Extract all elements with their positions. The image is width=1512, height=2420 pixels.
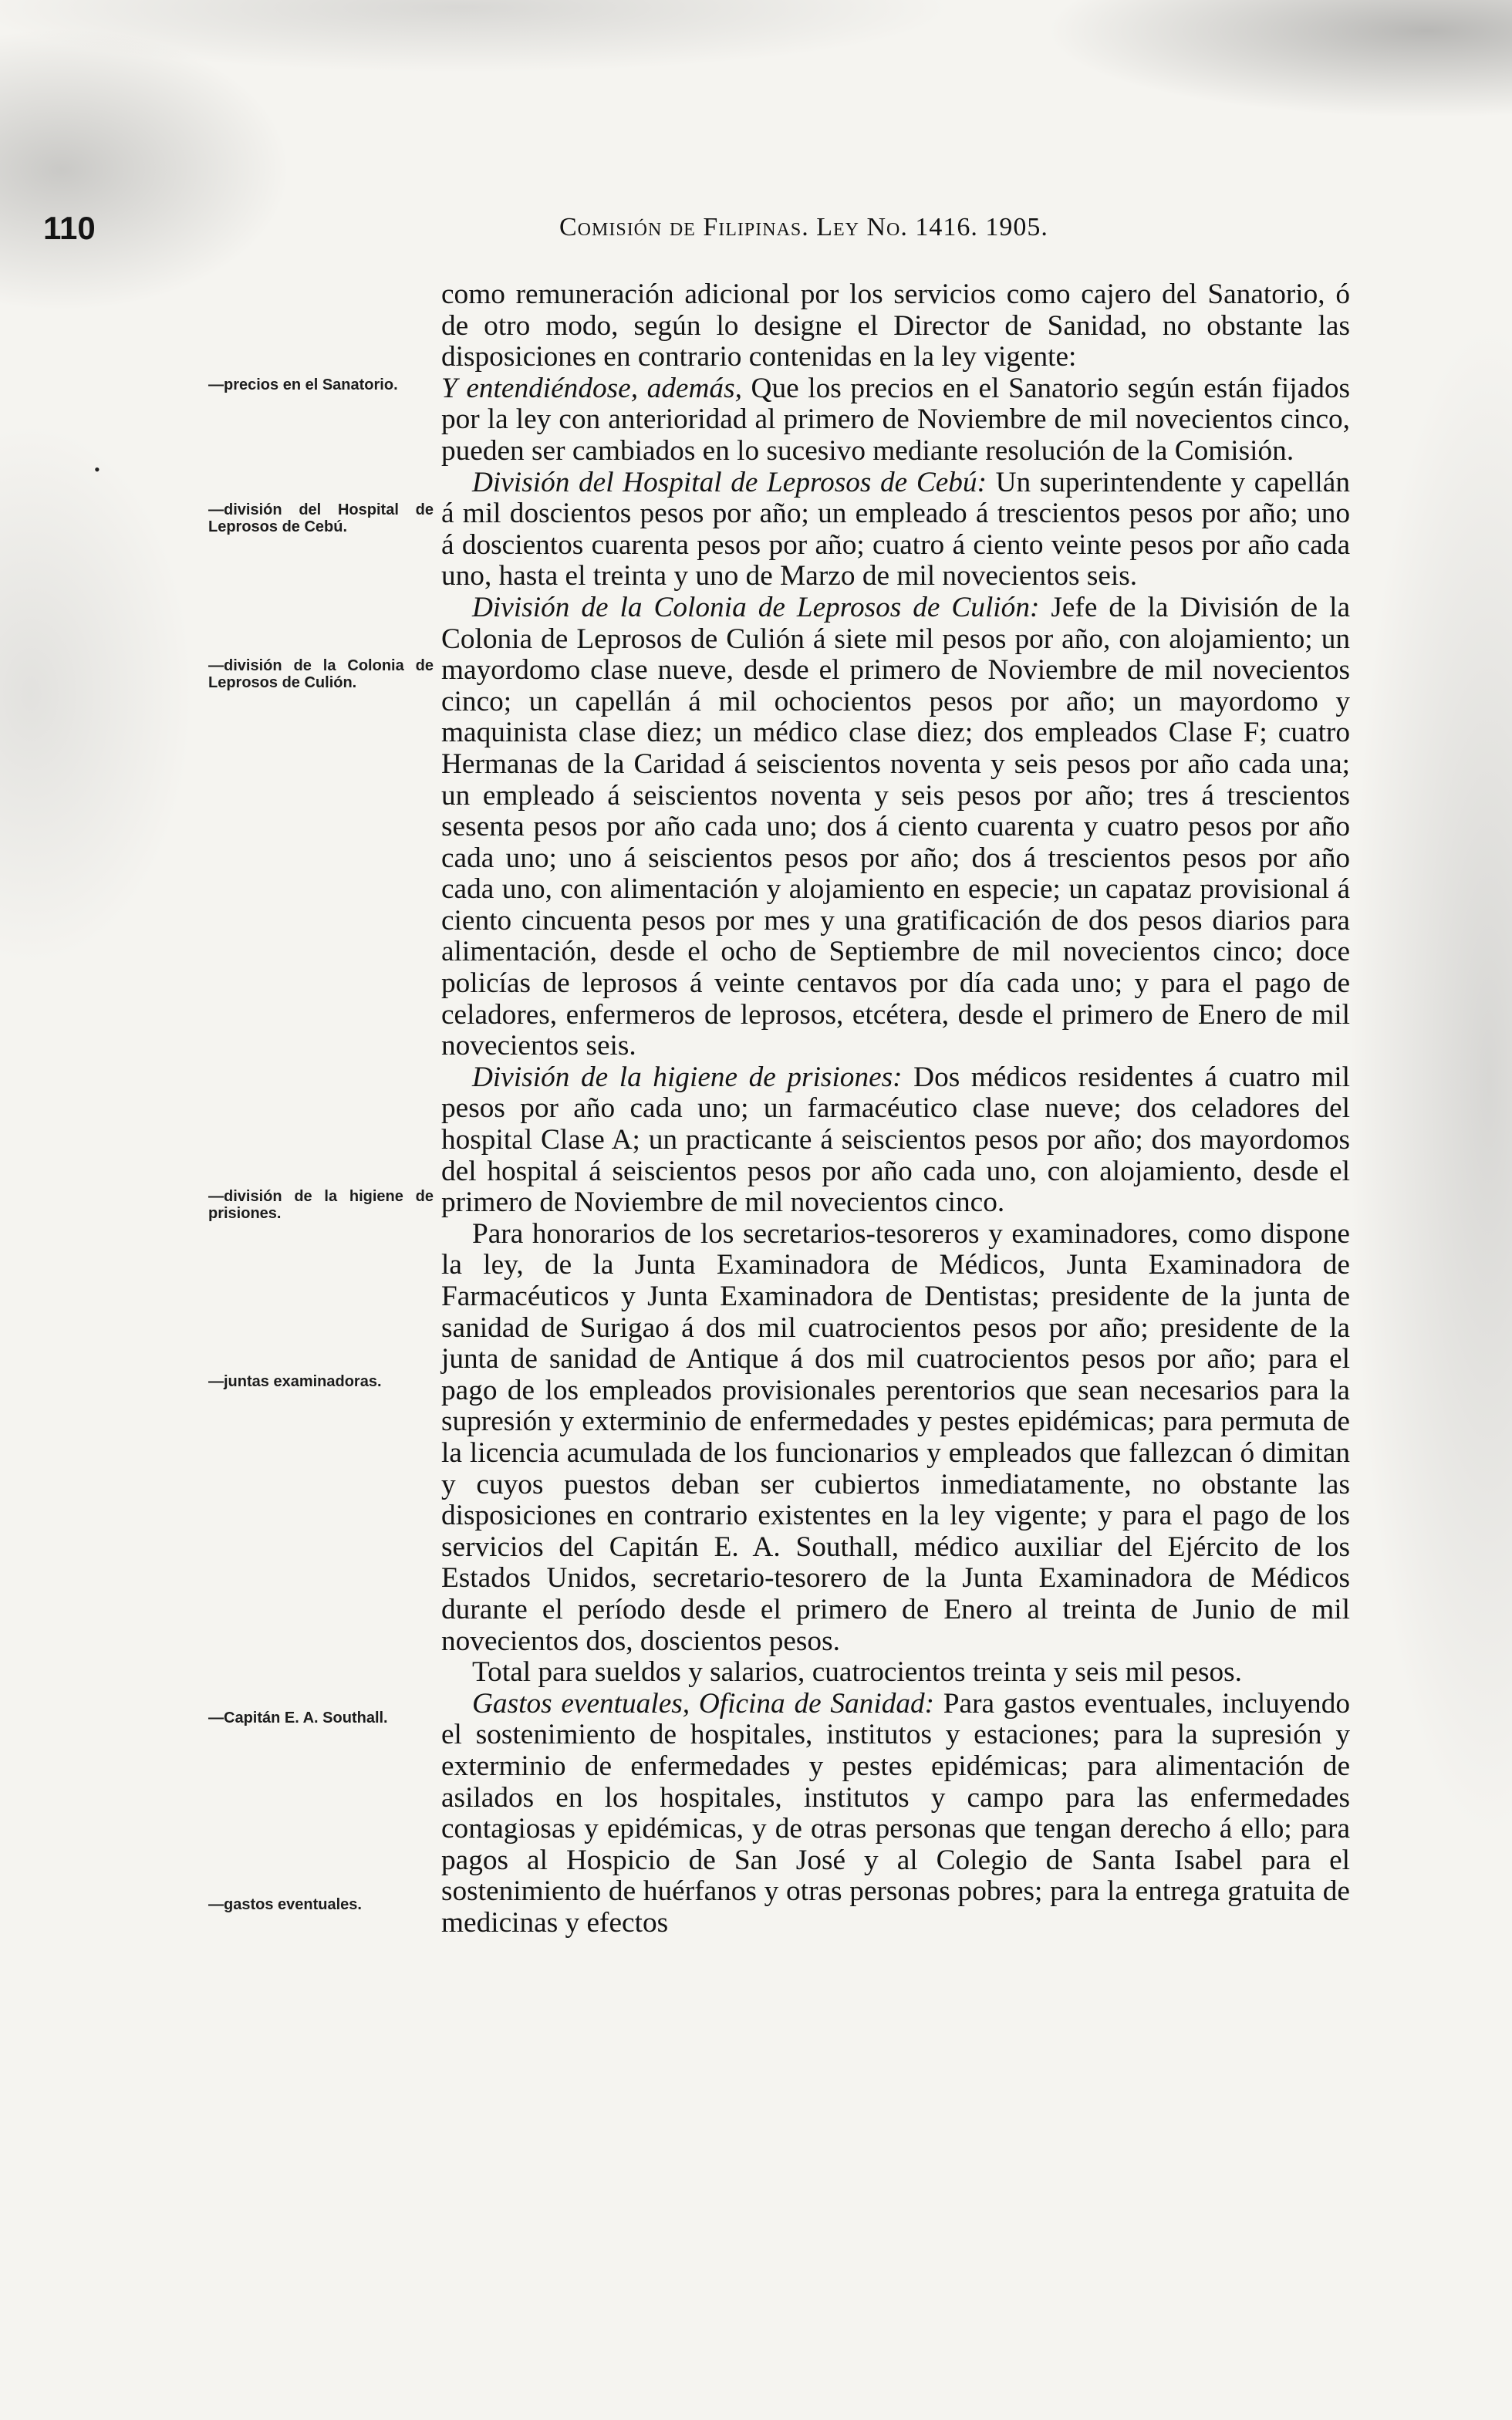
margin-note-capitan-southall: —Capitán E. A. Southall.: [208, 1710, 388, 1726]
body-text: [441, 279, 1350, 1939]
margin-note-gastos-eventuales: —gastos eventuales.: [208, 1896, 362, 1913]
paragraph-lead: Gastos eventuales, Oficina de Sanidad:: [472, 1687, 935, 1720]
margin-note-precios: —precios en el Sanatorio.: [208, 376, 398, 393]
running-title: Comisión de Filipinas. Ley No. 1416. 1905.: [559, 213, 1048, 241]
paragraph-text: Para honorarios de los secretarios-tesoreros y examinadores, como dispone la ley, de la Junta Examinadora de Médicos, Junta Examinadora de Farmacéuticos y Junta Examinadora de Dentistas; presidente de la junta de sanidad de Surigao á dos mil cuatrocientos pesos por año; presidente de la junta de sanidad de Antique á dos mil cuatrocientos pesos por año; para el pago de los empleados provisionales perentorios que sean necesarios para la supresión y exterminio de enfermedades y pestes epidémicas; para permuta de la licencia acumulada de los funcionarios y empleados que fallezcan ó dimitan y cuyos puestos deban ser cubiertos inmediatamente, no obstante las disposiciones en contrario existentes en la ley vigente; y para el pago de los servicios del Capitán E. A. Southall, médico auxiliar del Ejército de los Estados Unidos, secretario-tesorero de la Junta Examinadora de Médicos durante el período desde el primero de Enero al treinta de Junio de mil novecientos dos, doscientos pesos.: [441, 1217, 1350, 1657]
paragraph-text: Para gastos eventuales, incluyendo el sostenimiento de hospitales, institutos y estaciones; para la supresión y exterminio de enfermedades y pestes epidémicas; para alimentación de asilados en los hospitales, institutos y campo para las enfermedades contagiosas y epidémicas, y de otras personas que tengan derecho á ello; para pagos al Hospicio de San José y al Colegio de Santa Isabel para el sostenimiento de huérfanos y otras personas pobres; para la entrega gratuita de medicinas y efectos: [441, 1687, 1350, 1939]
page-header: [0, 210, 1512, 248]
margin-note-colonia-culion: —división de la Colonia de Leprosos de Culión.: [208, 657, 434, 691]
paragraph: [441, 1657, 1350, 1689]
paragraph-lead: División de la Colonia de Leprosos de Culión:: [472, 591, 1040, 623]
paragraph: [441, 592, 1350, 1062]
paragraph: [441, 1219, 1350, 1657]
paragraph-lead: Y entendiéndose, además,: [441, 372, 742, 404]
paragraph-text: Total para sueldos y salarios, cuatrocientos treinta y seis mil pesos.: [472, 1656, 1242, 1689]
margin-note-juntas-examinadoras: —juntas examinadoras.: [208, 1373, 382, 1390]
paragraph-lead: División del Hospital de Leprosos de Cebú:: [472, 466, 987, 498]
margin-note-hospital-cebu: —división del Hospital de Leprosos de Cebú.: [208, 501, 434, 535]
paragraph-text: Dos médicos residentes á cuatro mil pesos por año cada uno; un farmacéutico clase nueve; dos celadores del hospital Clase A; un practicante á seiscientos pesos por año; dos mayordomos del hospital á seiscientos pesos por año cada uno, con alojamiento, desde el primero de Noviembre de mil novecientos cinco.: [441, 1061, 1351, 1219]
paragraph-text: como remuneración adicional por los servicios como cajero del Sanatorio, ó de otro modo, según lo designe el Director de Sanidad, no obstante las disposiciones en contrario contenidas en la ley vigente:: [441, 278, 1350, 373]
paragraph-lead: División de la higiene de prisiones:: [472, 1061, 903, 1093]
paragraph: [441, 1689, 1350, 1939]
paragraph-text: Un superintendente y capellán á mil doscientos pesos por año; un empleado á trescientos pesos por año; uno á doscientos cuarenta pesos por año; cuatro á ciento veinte pesos por año cada uno, hasta el treinta y uno de Marzo de mil novecientos seis.: [441, 466, 1350, 592]
paragraph: [441, 279, 1350, 373]
paragraph: [441, 1062, 1350, 1219]
page-number: 110: [43, 210, 96, 246]
paragraph: [441, 373, 1350, 467]
margin-note-higiene-prisiones: —división de la higiene de prisiones.: [208, 1188, 434, 1222]
paragraph-text: Que los precios en el Sanatorio según están fijados por la ley con anterioridad al primero de Noviembre de mil novecientos cinco, pueden ser cambiados en lo sucesivo mediante resolución de la Comisión.: [441, 372, 1351, 467]
stray-mark: •: [94, 460, 100, 479]
paragraph-text: Jefe de la División de la Colonia de Leprosos de Culión á siete mil pesos por año, con alojamiento; un mayordomo clase nueve, desde el primero de Noviembre de mil novecientos cinco; un capellán á mil ochocientos pesos por año; un mayordomo y maquinista clase diez; un médico clase diez; dos empleados Clase F; cuatro Hermanas de la Caridad á seiscientos noventa y seis pesos por año cada una; un empleado á seiscientos noventa y seis pesos por año; tres á trescientos sesenta pesos por año cada uno; dos á ciento cuarenta y cuatro pesos por año cada uno; uno á seiscientos pesos por año; dos á trescientos pesos por año cada uno, con alimentación y alojamiento en especie; un capataz provisional á ciento cincuenta pesos por mes y una gratificación de dos pesos diarios para alimentación, desde el ocho de Septiembre de mil novecientos cinco; doce policías de leprosos á veinte centavos por día cada uno; y para el pago de celadores, enfermeros de leprosos, etcétera, desde el primero de Enero de mil novecientos seis.: [441, 591, 1350, 1062]
paragraph: [441, 467, 1350, 592]
